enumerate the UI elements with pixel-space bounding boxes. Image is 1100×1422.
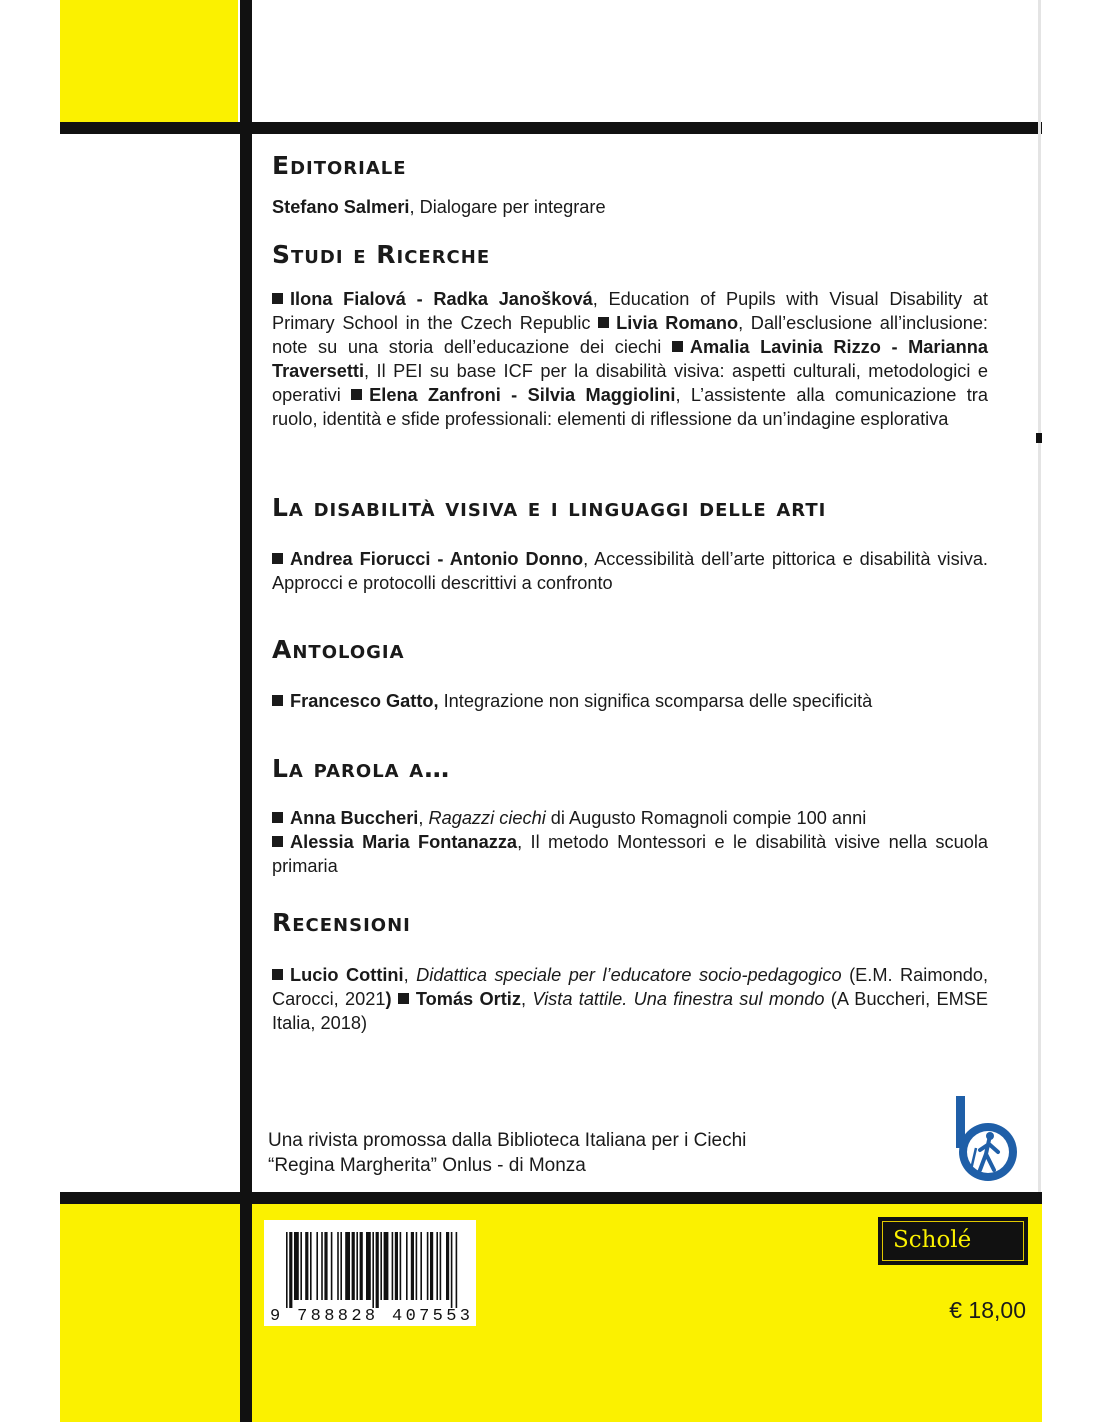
studi-entries <box>272 287 988 431</box>
heading-arti: La disabilità visiva e i linguaggi delle arti <box>272 493 827 522</box>
barcode-bar <box>416 1232 418 1300</box>
entry-title: , Dall’esclusione all’inclusione: note su una storia dell’educazione dei ciechi <box>272 313 988 357</box>
section-recensioni <box>272 908 988 938</box>
barcode-bar <box>372 1232 374 1308</box>
entry-author: Andrea Fiorucci - Antonio Donno <box>290 549 584 569</box>
bullet-square-icon <box>272 836 283 847</box>
barcode-bar <box>331 1232 333 1300</box>
entry-author: Lucio Cottini <box>290 965 404 985</box>
bullet-square-icon <box>272 969 283 980</box>
barcode-bar <box>324 1232 327 1300</box>
heading-antologia: Antologia <box>272 635 405 664</box>
heading-parola: La parola a… <box>272 754 451 783</box>
barcode-bar <box>345 1232 350 1300</box>
arti-entries <box>272 547 988 595</box>
entry-text <box>272 287 988 431</box>
barcode-bar <box>427 1232 429 1300</box>
barcode-bar <box>360 1232 363 1300</box>
barcode-bar <box>352 1232 355 1300</box>
editoriale-entry <box>272 195 988 219</box>
barcode-bar <box>430 1232 433 1300</box>
entry-author: Francesco Gatto, <box>290 691 439 711</box>
barcode-bar <box>294 1232 299 1300</box>
barcode-bar <box>300 1232 302 1300</box>
barcode-bar <box>337 1232 339 1300</box>
horizontal-black-bar-top <box>60 122 1042 134</box>
heading-recensioni: Recensioni <box>272 908 411 937</box>
heading-editoriale: Editoriale <box>272 151 407 180</box>
bullet-square-icon <box>272 812 283 823</box>
entry-title: , Education of Pupils with Visual Disability at Primary School in the Czech Republic <box>272 289 988 333</box>
parola-entries <box>272 806 988 878</box>
entry-author: Stefano Salmeri <box>272 197 410 217</box>
barcode-bar <box>420 1232 422 1300</box>
separator: , <box>418 808 429 828</box>
bullet-square-icon <box>598 317 609 328</box>
bullet-square-icon <box>272 695 283 706</box>
promo-line-2: “Regina Margherita” Onlus - di Monza <box>268 1155 586 1176</box>
isbn-number: 9 788828 407553 <box>270 1307 470 1326</box>
biblioteca-logo-icon <box>946 1094 1020 1186</box>
barcode <box>264 1220 476 1326</box>
barcode-bar <box>321 1232 323 1300</box>
entry-text <box>272 963 988 1035</box>
entry-text <box>272 689 988 713</box>
entry-title: (A Buccheri, EMSE Italia, 2018) <box>272 989 988 1033</box>
barcode-bar <box>340 1232 342 1300</box>
entry-title: Integrazione non significa scomparsa delle specificità <box>438 691 873 711</box>
entry-author: Amalia Lavinia Rizzo - Marianna Traversetti <box>272 337 988 381</box>
barcode-bar <box>289 1232 292 1308</box>
publisher-logo-frame <box>882 1221 1024 1261</box>
barcode-bar <box>316 1232 318 1300</box>
entry-title: , Il PEI su base ICF per la disabilità visiva: aspetti culturali, metodologici e operativi <box>272 361 988 405</box>
entry-title: , Dialogare per integrare <box>409 197 606 217</box>
entry-title: di Augusto Romagnoli compie 100 anni <box>545 808 867 828</box>
separator: , <box>403 965 417 985</box>
bullet-square-icon <box>272 553 283 564</box>
barcode-bar <box>380 1232 382 1300</box>
barcode-bar <box>446 1232 449 1300</box>
entry-author: Elena Zanfroni - Silvia Maggiolini <box>369 385 676 405</box>
top-white-panel <box>252 0 1038 122</box>
entry-text <box>272 195 988 219</box>
closing-paren: ) <box>385 989 392 1009</box>
promo-line-1: Una rivista promossa dalla Biblioteca Italiana per i Ciechi <box>268 1130 747 1151</box>
barcode-bar <box>286 1232 288 1308</box>
edge-tick-mark <box>1036 433 1042 443</box>
entry-author: Livia Romano <box>616 313 739 333</box>
yellow-block-top-left <box>60 0 238 122</box>
barcode-bar <box>376 1232 379 1308</box>
section-editoriale <box>272 151 988 181</box>
section-parola <box>272 754 988 784</box>
bullet-square-icon <box>672 341 683 352</box>
price: € 18,00 <box>949 1297 1026 1323</box>
section-antologia <box>272 635 988 665</box>
right-edge-line <box>1038 0 1041 1192</box>
barcode-bar <box>406 1232 408 1300</box>
section-studi <box>272 240 988 270</box>
antologia-entries <box>272 689 988 713</box>
entry-author: Tomás Ortiz <box>415 989 521 1009</box>
bullet-square-icon <box>351 389 362 400</box>
barcode-bar <box>310 1232 312 1300</box>
entry-title: , L’assistente alla comunicazione tra ruolo, identità e sfide professionali: elementi di riflessione da un’indagine esplorativa <box>272 385 988 429</box>
entry-author: Alessia Maria Fontanazza <box>290 832 518 852</box>
entry-title-italic: Ragazzi ciechi <box>428 808 546 828</box>
publisher-name: Scholé <box>893 1227 972 1253</box>
bullet-square-icon <box>272 293 283 304</box>
barcode-bar <box>436 1232 438 1300</box>
barcode-bar <box>440 1232 442 1300</box>
bullet-square-icon <box>398 993 409 1004</box>
publisher-logo <box>878 1217 1028 1265</box>
barcode-bar <box>395 1232 398 1300</box>
promo-text <box>268 1128 888 1178</box>
entry-author: Anna Buccheri <box>290 808 419 828</box>
entry-author: Ilona Fialová - Radka Janošková <box>290 289 593 309</box>
section-arti <box>272 493 988 523</box>
separator: , <box>520 989 533 1009</box>
barcode-bar <box>392 1232 394 1300</box>
entry-title: , Accessibilità dell’arte pittorica e disabilità visiva. Approcci e protocolli descrittivi a confronto <box>272 549 988 593</box>
entry-text <box>272 806 988 878</box>
horizontal-black-bar-bottom <box>60 1192 1042 1204</box>
recensioni-entries <box>272 963 988 1035</box>
barcode-bar <box>384 1232 389 1300</box>
entry-title: (E.M. Raimondo, Carocci, 2021 <box>272 965 988 1009</box>
barcode-bar <box>411 1232 414 1300</box>
vertical-black-bar <box>240 0 252 1422</box>
barcode-bar <box>456 1232 458 1308</box>
barcode-bar <box>400 1232 402 1300</box>
entry-text <box>272 547 988 595</box>
barcode-bar <box>305 1232 308 1300</box>
barcode-bar <box>366 1232 371 1300</box>
entry-title-italic: Didattica speciale per l’educatore socio-pedagogico <box>416 965 842 985</box>
entry-title-italic: Vista tattile. Una finestra sul mondo <box>532 989 825 1009</box>
heading-studi: Studi e Ricerche <box>272 240 491 269</box>
barcode-bar <box>451 1232 453 1308</box>
entry-title: , Il metodo Montessori e le disabilità visive nella scuola primaria <box>272 832 988 876</box>
barcode-bar <box>356 1232 358 1300</box>
